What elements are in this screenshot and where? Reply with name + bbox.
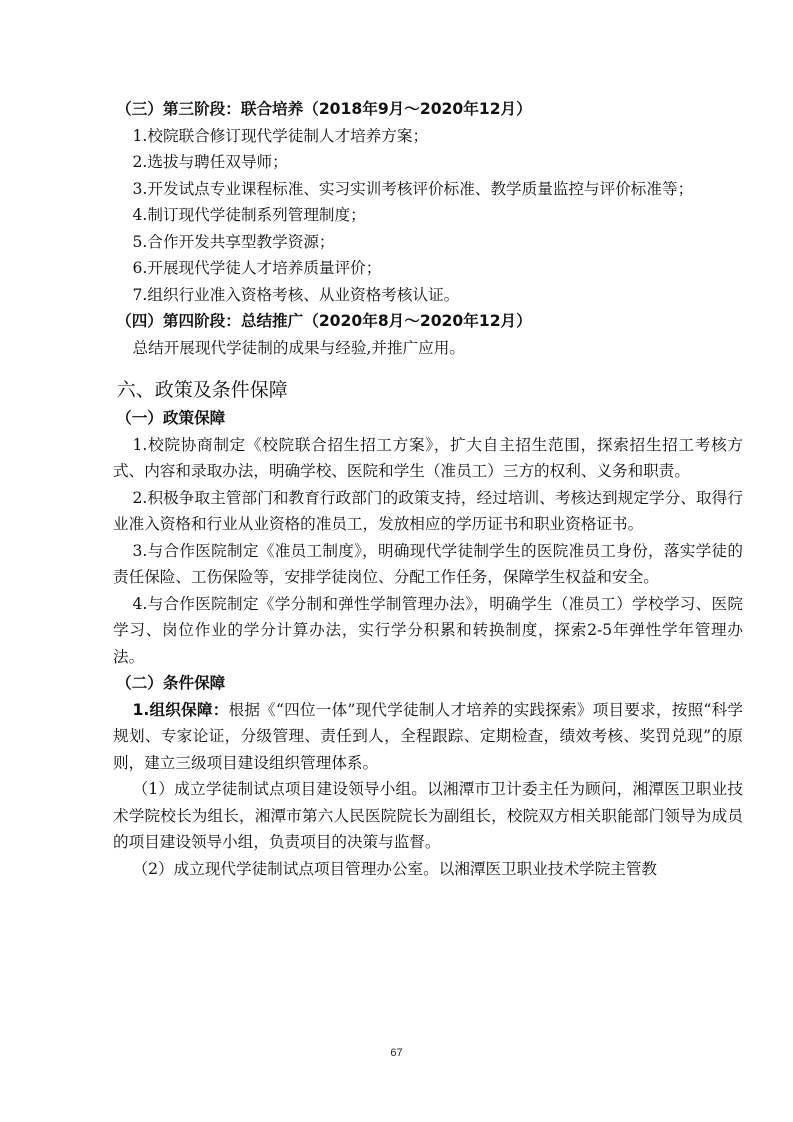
org-guarantee-lead: 1.组织保障： [132, 700, 229, 719]
conditions-sub-item-1: （1）成立学徒制试点项目建设领导小组。以湘潭市卫计委主任为顾问，湘潭医卫职业技术学院校长为组长，湘潭市第六人民医院院长为副组长，校院双方相关职能部门领导为成员的项目建设领导小组，负责项目的决策与监督。 [113, 780, 743, 851]
policy-item-3: 3.与合作医院制定《准员工制度》，明确现代学徒制学生的医院准员工身份，落实学徒的责任保险、工伤保险等，安排学徒岗位、分配工作任务，保障学生权益和安全。 [113, 541, 743, 586]
policy-item-1: 1.校院协商制定《校院联合招生招工方案》，扩大自主招生范围，探索招生招工考核方式、内容和录取办法，明确学校、医院和学生（准员工）三方的权利、义务和职责。 [113, 435, 743, 480]
stage4-heading: （四）第四阶段：总结推广（2020年8月～2020年12月） [116, 312, 532, 330]
conditions-heading: （二）条件保障 [116, 674, 226, 692]
stage3-item-4: 4.制订现代学徒制系列管理制度； [132, 206, 366, 224]
document-body [113, 96, 743, 882]
section6-title: 六、政策及条件保障 [116, 379, 288, 401]
stage3-item-5: 5.合作开发共享型教学资源； [132, 232, 335, 251]
page-number: 67 [390, 1047, 403, 1059]
stage3-item-7: 7.组织行业准入资格考核、从业资格考核认证。 [132, 285, 460, 304]
org-guarantee-paragraph [113, 697, 743, 777]
policy-item-2: 2.积极争取主管部门和教育行政部门的政策支持，经过培训、考核达到规定学分、取得行业准入资格和行业从业资格的准员工，发放相应的学历证书和职业资格证书。 [113, 488, 743, 533]
stage3-heading: （三）第三阶段：联合培养（2018年9月～2020年12月） [116, 100, 532, 118]
org-guarantee-text: 根据《“四位一体”现代学徒制人才培养的实践探索》项目要求，按照“科学规划、专家论证，分级管理、责任到人，全程跟踪、定期检查，绩效考核、奖罚兑现”的原则，建立三级项目建设组织管理体系。 [113, 700, 743, 772]
stage3-item-2: 2.选拔与聘任双导师； [132, 153, 288, 171]
stage3-item-6: 6.开展现代学徒人才培养质量评价； [132, 259, 382, 277]
conditions-sub-item-2: （2）成立现代学徒制试点项目管理办公室。以湘潭医卫职业技术学院主管教 [132, 859, 658, 878]
stage3-item-1: 1.校院联合修订现代学徒制人才培养方案； [132, 126, 429, 145]
stage3-item-3: 3.开发试点专业课程标准、实习实训考核评价标准、教学质量监控与评价标准等； [132, 179, 694, 198]
policy-heading: （一）政策保障 [116, 409, 226, 427]
stage4-text: 总结开展现代学徒制的成果与经验,并推广应用。 [132, 338, 465, 357]
policy-item-4: 4.与合作医院制定《学分制和弹性学制管理办法》，明确学生（准员工）学校学习、医院学习、岗位作业的学分计算办法，实行学分积累和转换制度，探索2-5年弹性学年管理办法。 [113, 594, 743, 666]
